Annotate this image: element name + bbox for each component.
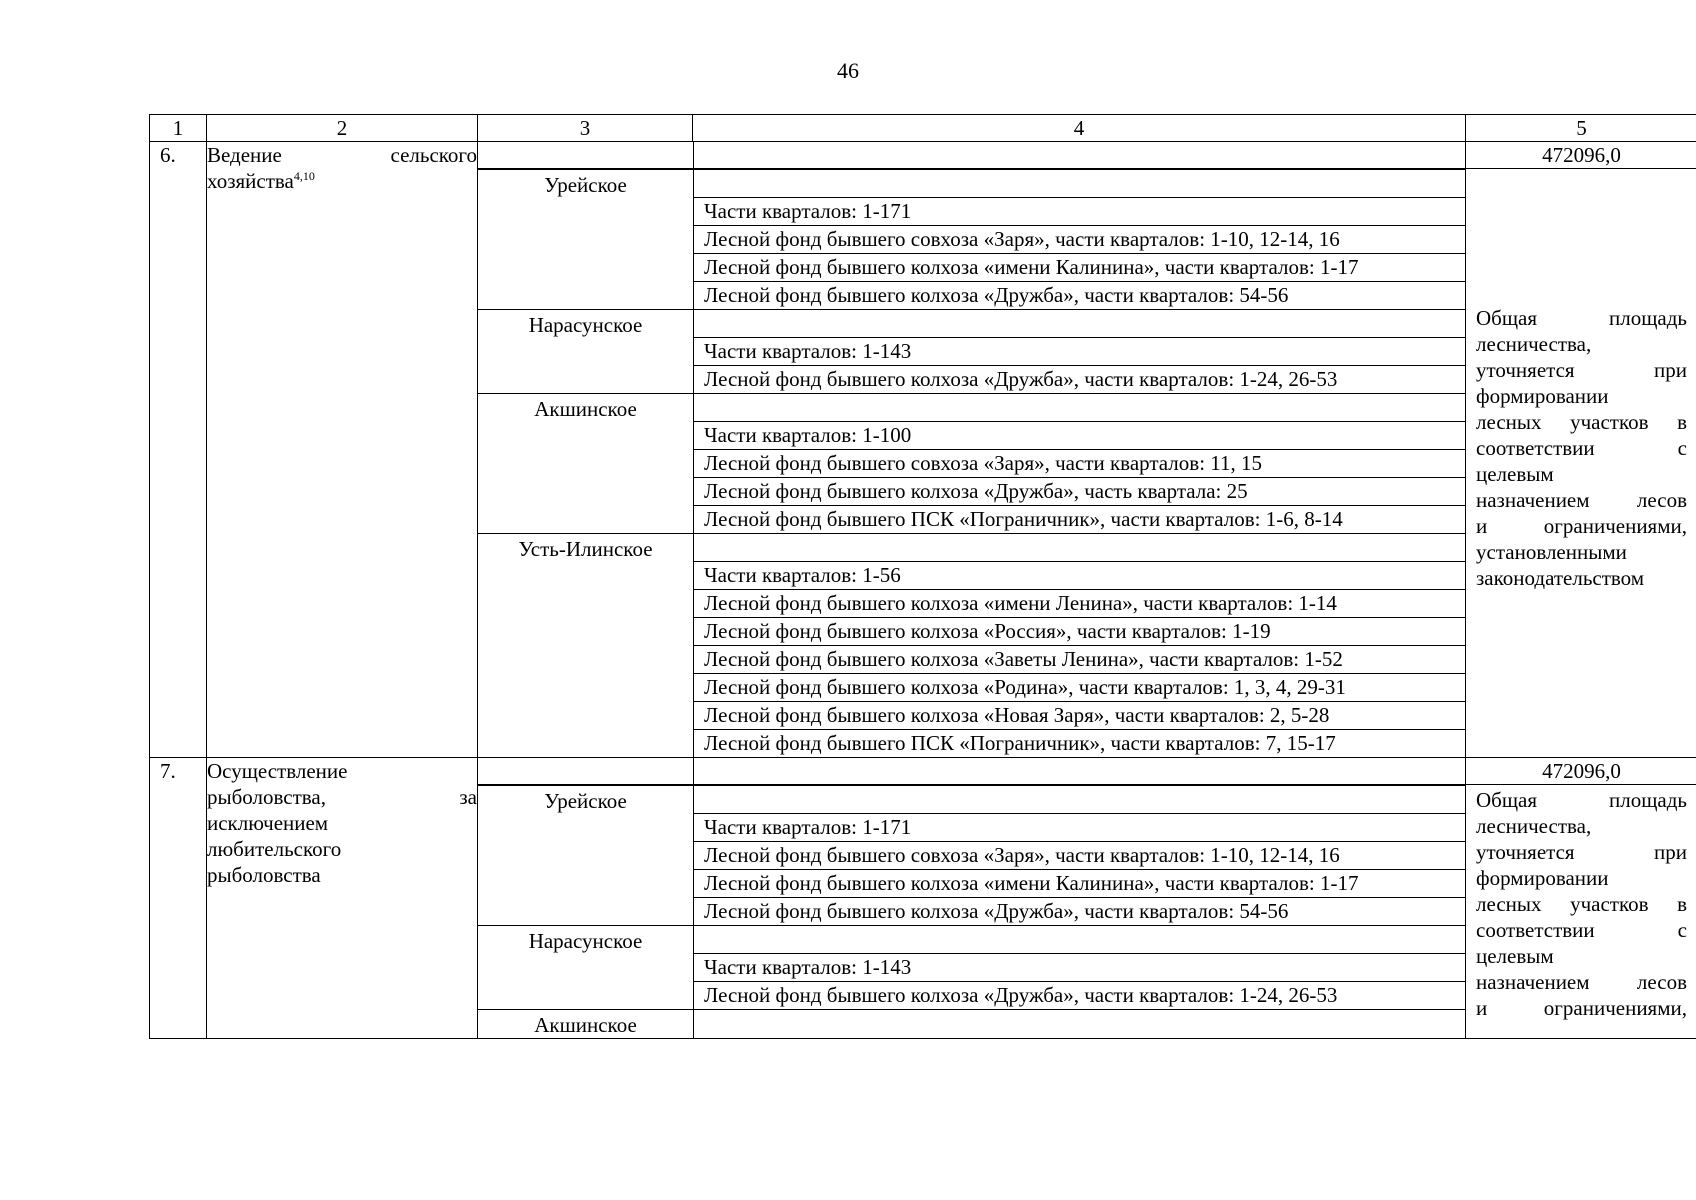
quarter-list-item: Лесной фонд бывшего совхоза «Заря», части кварталов: 11, 15 bbox=[694, 449, 1465, 477]
quarter-list-item: Лесной фонд бывшего колхоза «Дружба», части кварталов: 1-24, 26-53 bbox=[694, 981, 1465, 1009]
districts-cell bbox=[478, 758, 1466, 1039]
quarter-list-item bbox=[694, 394, 1465, 421]
district-name: Нарасунское bbox=[478, 310, 694, 393]
area-cell bbox=[1466, 142, 1696, 758]
quarter-list-item: Лесной фонд бывшего совхоза «Заря», части кварталов: 1-10, 12-14, 16 bbox=[694, 225, 1465, 253]
area-note-line: уточняется при bbox=[1476, 358, 1687, 382]
quarter-list-item: Лесной фонд бывшего колхоза «Родина», части кварталов: 1, 3, 4, 29-31 bbox=[694, 673, 1465, 701]
district-name: Урейское bbox=[478, 170, 694, 309]
quarter-list-item bbox=[694, 786, 1465, 813]
column-header: 4 bbox=[693, 115, 1466, 142]
quarter-list-item: Лесной фонд бывшего колхоза «Дружба», части кварталов: 1-24, 26-53 bbox=[694, 365, 1465, 393]
area-note-line: и ограничениями, bbox=[1476, 514, 1687, 538]
use-purpose-line bbox=[207, 836, 477, 862]
quarter-list-item: Части кварталов: 1-143 bbox=[694, 337, 1465, 365]
use-purpose-line bbox=[207, 862, 477, 888]
use-purpose-line bbox=[207, 810, 477, 836]
column-header: 5 bbox=[1466, 115, 1696, 142]
district-block bbox=[478, 925, 1465, 1009]
area-note-line: и ограничениями, bbox=[1476, 996, 1687, 1020]
use-purpose-text: Ведение сельского bbox=[207, 143, 477, 167]
area-note-line: назначением лесов bbox=[1476, 970, 1687, 994]
area-note-line: законодательством bbox=[1476, 566, 1645, 590]
quarter-list-item bbox=[694, 310, 1465, 337]
district-name: Усть-Илинское bbox=[478, 534, 694, 757]
district-block bbox=[478, 533, 1465, 757]
district-name: Урейское bbox=[478, 786, 694, 925]
quarter-list-item: Лесной фонд бывшего колхоза «имени Калинина», части кварталов: 1-17 bbox=[694, 869, 1465, 897]
use-purpose-text: любительского bbox=[207, 837, 342, 861]
district-block bbox=[478, 169, 1465, 309]
use-purpose-text: рыболовства bbox=[207, 863, 321, 887]
area-note-line: лесничества, bbox=[1476, 332, 1592, 356]
quarter-list-item: Лесной фонд бывшего колхоза «Дружба», части кварталов: 54-56 bbox=[694, 897, 1465, 925]
district-block bbox=[478, 309, 1465, 393]
quarter-list-item: Лесной фонд бывшего колхоза «имени Калинина», части кварталов: 1-17 bbox=[694, 253, 1465, 281]
use-purpose-line bbox=[207, 168, 477, 194]
district-name: Акшинское bbox=[478, 1010, 694, 1038]
area-value: 472096,0 bbox=[1466, 142, 1696, 169]
quarter-list-item: Лесной фонд бывшего колхоза «Дружба», части кварталов: 54-56 bbox=[694, 281, 1465, 309]
footnote-reference: 4,10 bbox=[293, 169, 315, 183]
area-note-line: Общая площадь bbox=[1476, 788, 1687, 812]
area-note bbox=[1466, 785, 1696, 1023]
quarter-list-item bbox=[694, 926, 1465, 953]
quarter-list-item bbox=[694, 1010, 1465, 1037]
quarter-list-item: Лесной фонд бывшего колхоза «Заветы Ленина», части кварталов: 1-52 bbox=[694, 645, 1465, 673]
use-purpose-line bbox=[207, 758, 477, 784]
area-note bbox=[1466, 169, 1696, 593]
district-name: Акшинское bbox=[478, 394, 694, 533]
row-number: 7. bbox=[150, 758, 207, 1039]
use-purpose-text: исключением bbox=[207, 811, 329, 835]
district-block bbox=[478, 785, 1465, 925]
column-header: 2 bbox=[207, 115, 478, 142]
area-note-line: лесных участков в bbox=[1476, 410, 1687, 434]
area-note-line: Общая площадь bbox=[1476, 306, 1687, 330]
page-number: 46 bbox=[837, 58, 859, 83]
area-note-line: формировании bbox=[1476, 866, 1609, 890]
area-note-line: назначением лесов bbox=[1476, 488, 1687, 512]
area-note-line: лесных участков в bbox=[1476, 892, 1687, 916]
table-row bbox=[150, 758, 1696, 1039]
quarter-list-item: Части кварталов: 1-56 bbox=[694, 561, 1465, 589]
quarter-list-item: Лесной фонд бывшего ПСК «Пограничник», части кварталов: 7, 15-17 bbox=[694, 729, 1465, 757]
column-header: 3 bbox=[478, 115, 693, 142]
quarter-list-item: Части кварталов: 1-171 bbox=[694, 813, 1465, 841]
area-value: 472096,0 bbox=[1466, 758, 1696, 785]
quarter-list-item: Лесной фонд бывшего колхоза «Дружба», часть квартала: 25 bbox=[694, 477, 1465, 505]
use-purpose-text: хозяйства bbox=[207, 169, 294, 193]
column-header: 1 bbox=[150, 115, 207, 142]
area-cell bbox=[1466, 758, 1696, 1039]
use-purpose-line bbox=[207, 784, 477, 810]
area-note-line: соответствии с bbox=[1476, 436, 1687, 460]
quarter-list-item: Части кварталов: 1-100 bbox=[694, 421, 1465, 449]
use-purpose-cell bbox=[207, 758, 478, 1039]
area-note-line: целевым bbox=[1476, 462, 1554, 486]
area-note-line: лесничества, bbox=[1476, 814, 1592, 838]
use-purpose-text: Осуществление bbox=[207, 759, 348, 783]
forest-use-table bbox=[149, 114, 1696, 1039]
use-purpose-line bbox=[207, 142, 477, 168]
area-note-line: формировании bbox=[1476, 384, 1609, 408]
quarter-list-item: Лесной фонд бывшего колхоза «Новая Заря», части кварталов: 2, 5-28 bbox=[694, 701, 1465, 729]
row-number: 6. bbox=[150, 142, 207, 758]
area-note-line: установленными bbox=[1476, 540, 1627, 564]
quarter-list-item bbox=[694, 170, 1465, 197]
quarter-list-item bbox=[694, 534, 1465, 561]
quarter-list-item: Лесной фонд бывшего колхоза «Россия», части кварталов: 1-19 bbox=[694, 617, 1465, 645]
quarter-list-item: Лесной фонд бывшего ПСК «Пограничник», части кварталов: 1-6, 8-14 bbox=[694, 505, 1465, 533]
use-purpose-cell bbox=[207, 142, 478, 758]
districts-cell bbox=[478, 142, 1466, 758]
use-purpose-text: рыболовства, за bbox=[207, 785, 477, 809]
area-note-line: целевым bbox=[1476, 944, 1554, 968]
quarter-list-item: Лесной фонд бывшего колхоза «имени Ленина», части кварталов: 1-14 bbox=[694, 589, 1465, 617]
area-note-line: уточняется при bbox=[1476, 840, 1687, 864]
quarter-list-item: Части кварталов: 1-171 bbox=[694, 197, 1465, 225]
district-block bbox=[478, 1009, 1465, 1038]
district-block bbox=[478, 393, 1465, 533]
table-header-row bbox=[150, 115, 1696, 142]
district-name: Нарасунское bbox=[478, 926, 694, 1009]
quarter-list-item: Лесной фонд бывшего совхоза «Заря», части кварталов: 1-10, 12-14, 16 bbox=[694, 841, 1465, 869]
quarter-list-item: Части кварталов: 1-143 bbox=[694, 953, 1465, 981]
table-row bbox=[150, 142, 1696, 758]
area-note-line: соответствии с bbox=[1476, 918, 1687, 942]
